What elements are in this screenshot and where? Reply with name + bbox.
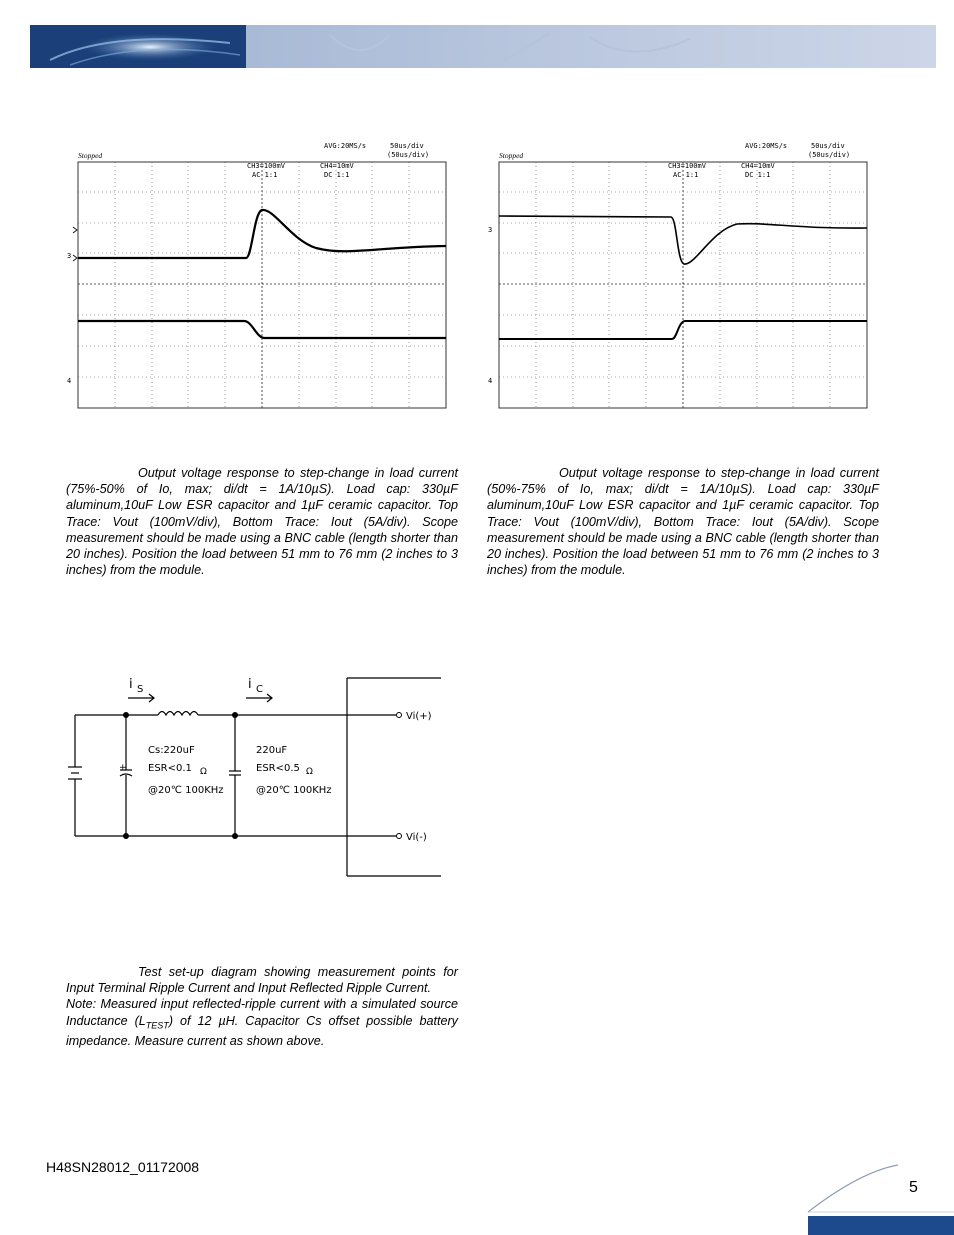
ch3-coupling: AC 1:1 — [673, 171, 699, 179]
caption-right — [487, 465, 879, 578]
is-current-sub: S — [137, 684, 144, 695]
scope-right — [487, 140, 877, 415]
scope-acq-rate: AVG:20MS/s — [324, 142, 367, 150]
test-setup-circuit — [60, 670, 445, 880]
ch3-marker: 3 — [488, 226, 493, 234]
scope-acq-rate: AVG:20MS/s — [745, 142, 788, 150]
caption-setup-text: Test set-up diagram showing measurement points for Input Terminal Ripple Current and Input Reflected Ripple Current. — [66, 965, 458, 996]
ch4-setting: CH4=10mV — [741, 162, 775, 170]
scope-left — [66, 140, 456, 415]
cs-test-condition: @20℃ 100KHz — [148, 785, 224, 796]
ch3-marker: 3 — [67, 252, 72, 260]
scope-plot — [487, 140, 877, 415]
scope-timebase-sub: (50us/div) — [387, 151, 430, 159]
ch4-marker: 4 — [488, 377, 493, 385]
footer-corner-graphic — [800, 1160, 954, 1235]
scope-status: Stopped — [78, 151, 103, 160]
caption-right-text: Output voltage response to step-change in load current (50%-75% of Io, max; di/dt = 1A/10µS). Load cap: 330µF aluminum,10uF Low ESR capacitor and 1µF ceramic capacitor. Top Trace: Vout (100mV/div), Bottom Trace: Iout (5A/div). Scope measurement should be made using a BNC cable (length shorter than 20 inches). Position the load between 51 mm to 76 mm (2 inches to 3 inches) from the module. — [487, 466, 879, 578]
vi-minus-terminal: Vi(-) — [406, 832, 427, 843]
ic-current-label: i — [248, 677, 252, 692]
ch3-setting: CH3=100mV — [668, 162, 706, 170]
scope-plot — [66, 140, 456, 415]
vi-plus-terminal: Vi(+) — [406, 711, 432, 722]
cs-polarity: + — [119, 763, 127, 773]
cs-capacitance: Cs:220uF — [148, 745, 195, 756]
scope-timebase: 50us/div — [390, 142, 424, 150]
scope-status: Stopped — [499, 151, 524, 160]
caption-setup — [66, 964, 458, 1050]
ch3-setting: CH3=100mV — [247, 162, 285, 170]
c-test-condition: @20℃ 100KHz — [256, 785, 332, 796]
scope-timebase-sub: (50us/div) — [808, 151, 851, 159]
c-esr: ESR<0.5 — [256, 763, 300, 774]
ch4-setting: CH4=10mV — [320, 162, 354, 170]
ch4-coupling: DC 1:1 — [324, 171, 350, 179]
ch4-marker: 4 — [67, 377, 72, 385]
ch4-coupling: DC 1:1 — [745, 171, 771, 179]
document-id: H48SN28012_01172008 — [46, 1159, 200, 1175]
caption-setup-note: Note: Measured input reflected-ripple current with a simulated source Inductance $(L_{TEST})$ of 12 µH. Capacitor Cs offset possible battery impedance. Measure current as shown above. — [66, 997, 458, 1049]
header-banner — [30, 25, 936, 68]
ic-current-sub: C — [256, 684, 263, 695]
c-capacitance: 220uF — [256, 745, 288, 756]
page-number: 5 — [909, 1179, 918, 1196]
caption-left — [66, 465, 458, 578]
ch3-coupling: AC 1:1 — [252, 171, 278, 179]
cs-ohm: Ω — [200, 767, 207, 777]
caption-left-text: Output voltage response to step-change in load current (75%-50% of Io, max; di/dt = 1A/10µS). Load cap: 330µF aluminum,10uF Low ESR capacitor and 1µF ceramic capacitor. Top Trace: Vout (100mV/div), Bottom Trace: Iout (5A/div). Scope measurement should be made using a BNC cable (length shorter than 20 inches). Position the load between 51 mm to 76 mm (2 inches to 3 inches) from the module. — [66, 466, 458, 578]
c-ohm: Ω — [306, 767, 313, 777]
is-current-label: i — [129, 677, 133, 692]
cs-esr: ESR<0.1 — [148, 763, 192, 774]
scope-timebase: 50us/div — [811, 142, 845, 150]
